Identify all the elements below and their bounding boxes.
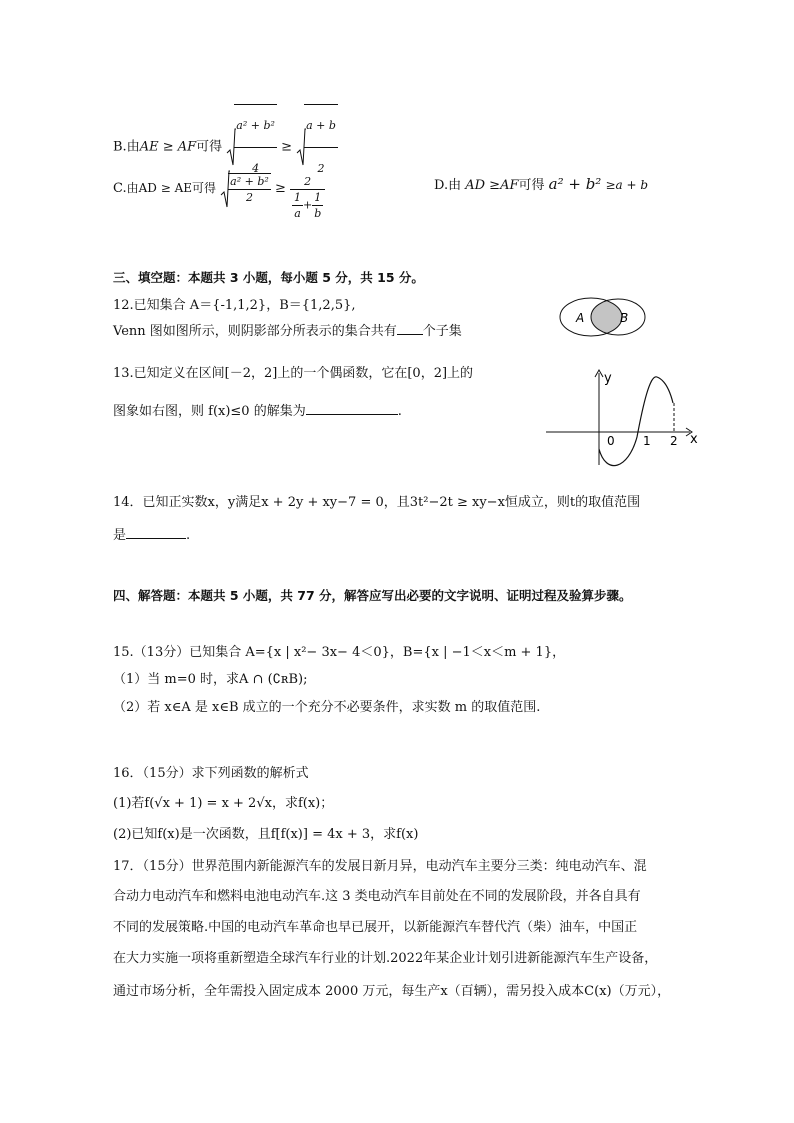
one-over-b: $\frac{1}{b}$ — [314, 191, 322, 220]
option-d-ineq: AD ≥AF — [465, 178, 519, 193]
answer-blank — [397, 334, 423, 335]
venn-label-b: B — [620, 311, 629, 325]
option-d-expr: a² + b² — [548, 175, 602, 193]
y-label: y — [604, 371, 612, 386]
option-d-rest: ≥a + b — [605, 178, 649, 192]
q17-line-2: 合动力电动汽车和燃料电池电动汽车.这 3 类电动汽车目前处在不同的发展阶段，并各自具有 — [113, 889, 641, 904]
venn-diagram — [555, 295, 655, 341]
q16-part2: (2)已知f(x)是一次函数，且f[f(x)] = 4x + 3，求f(x) — [113, 827, 419, 842]
q17-line-4: 在大力实施一项将重新塑造全球汽车行业的计划.2022年某企业计划引进新能源汽车生产设备， — [113, 951, 658, 966]
option-b-left-fraction: $\frac{\text{a² + b²}}{4}$ — [234, 104, 277, 190]
option-b-right-fraction: $\frac{a + b}{2}$ — [304, 104, 338, 190]
option-c-pre: 由AD ≥ AE可得 — [126, 181, 217, 195]
function-curve — [599, 377, 673, 466]
section-3-heading: 三、填空题：本题共 3 小题，每小题 5 分，共 15 分。 — [113, 270, 424, 285]
venn-label-a: A — [576, 311, 585, 325]
x-label: x — [690, 432, 698, 447]
option-b-label: B.由 — [113, 139, 140, 155]
q16-line1: 16．（15分）求下列函数的解析式 — [113, 766, 309, 781]
answer-blank — [126, 538, 186, 539]
option-d-label: D.由 — [434, 178, 462, 193]
section-4-heading: 四、解答题：本题共 5 小题，共 77 分，解答应写出必要的文字说明、证明过程及验算步骤。 — [113, 588, 632, 603]
option-c-left-fraction: $\frac{\text{a² + b²}}{2}$ — [230, 174, 269, 204]
option-d-mid: 可得 — [518, 178, 545, 193]
q15-part2: （2）若 x∈A 是 x∈B 成立的一个充分不必要条件，求实数 m 的取值范围. — [113, 700, 541, 715]
option-c — [113, 168, 325, 226]
tick-2: 2 — [670, 434, 678, 448]
option-c-right-fraction: 2 $\frac{1}{a}$ + $\frac{1}{b}$ — [290, 174, 325, 221]
answer-blank — [306, 414, 398, 415]
q12-line2: Venn 图如图所示，则阴影部分所表示的集合共有 个子集 — [113, 324, 462, 339]
option-b — [113, 104, 338, 175]
q13-line1: 13.已知定义在区间[－2，2]上的一个偶函数，它在[0，2]上的 — [113, 366, 474, 381]
q13-line2: 图象如右图，则 f(x)≤0 的解集为 . — [113, 404, 402, 419]
option-c-ge: ≥ — [274, 181, 286, 196]
option-b-ineq: AE ≥ AF — [139, 139, 197, 155]
tick-1: 1 — [643, 434, 651, 448]
q17-line-3: 不同的发展策略.中国的电动汽车革命也早已展开，以新能源汽车替代汽（柴）油车，中国正 — [113, 920, 638, 935]
tick-0: 0 — [607, 434, 615, 448]
q15-line1: 15.（13分）已知集合 A={x | x²− 3x− 4＜0}，B={x | −1＜x＜m + 1}， — [113, 645, 566, 660]
q12-line1: 12.已知集合 A＝{-1,1,2}，B＝{1,2,5}, — [113, 298, 356, 313]
one-over-a: $\frac{1}{a}$ — [294, 191, 301, 220]
q17-line-5: 通过市场分析，全年需投入固定成本 2000 万元，每生产x（百辆），需另投入成本C(x)（万元）， — [113, 984, 671, 999]
q14-line1: 14．已知正实数x，y满足x + 2y + xy−7 = 0，且3t²−2t ≥ xy−x恒成立，则t的取值范围 — [113, 495, 641, 510]
option-d — [434, 172, 648, 198]
option-b-ge: ≥ — [281, 139, 292, 155]
option-c-label: C. — [113, 181, 127, 196]
q15-part1: （1）当 m=0 时，求A ∩ (∁ʀB); — [113, 672, 308, 687]
q14-line2: 是 . — [113, 528, 191, 543]
q17-line-1: 17．（15分）世界范围内新能源汽车的发展日新月异，电动汽车主要分三类：纯电动汽车、混 — [113, 859, 647, 874]
function-graph — [540, 365, 710, 475]
option-b-mid: 可得 — [196, 139, 223, 155]
q16-part1: (1)若f(√x + 1) = x + 2√x，求f(x)； — [113, 796, 334, 811]
